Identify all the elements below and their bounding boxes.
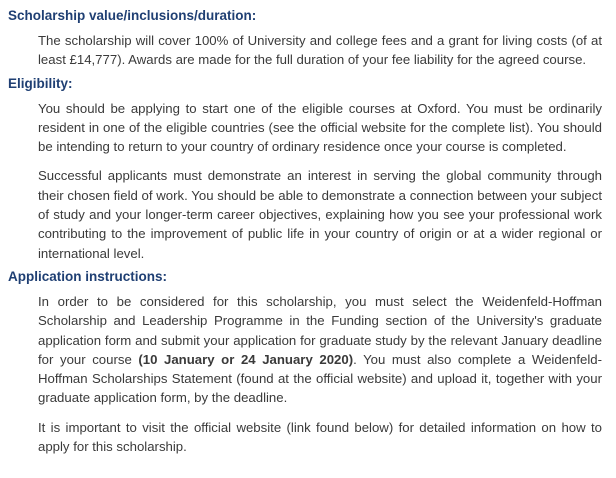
paragraph-scholarship-value: The scholarship will cover 100% of University and college fees and a grant for living costs (of at least £14,777). Awards are made for the full duration of your fee liability for the agreed course.: [38, 33, 602, 68]
heading-scholarship-value: Scholarship value/inclusions/duration:: [8, 8, 257, 23]
section-body-scholarship-value: [8, 31, 608, 70]
application-text-part-2: . You must also complete a Weidenfeld-Hoffman Scholarships Statement (found at the official website) and upload it, together with your graduate application form, by the deadline.: [38, 351, 603, 406]
paragraph-eligibility-2: Successful applicants must demonstrate an interest in serving the global community through their chosen field of work. You should be able to demonstrate a connection between your subject of study and your longer-term career objectives, explaining how you see your professional work contributing to the improvement of public life in your country of origin or at a wider regional or international level.: [38, 168, 602, 261]
paragraph-eligibility-1: You should be applying to start one of the eligible courses at Oxford. You must be ordinarily resident in one of the eligible countries (see the official website for the complete list). You should be intending to return to your country of ordinary residence once your course is completed.: [38, 100, 602, 155]
heading-application-instructions: Application instructions:: [8, 268, 168, 284]
paragraph-application-2: It is important to visit the official website (link found below) for detailed information on how to apply for this scholarship.: [38, 419, 602, 455]
application-deadline-dates: (10 January or 24 January 2020): [138, 351, 354, 367]
section-body-application-instructions: [8, 292, 608, 456]
application-text-part-1: In order to be considered for this scholarship, you must select the Weidenfeld-Hoffman Scholarship and Leadership Programme in the Funding section of the University's graduate application form and submit your application for graduate study by the relevant January deadline for your course: [38, 293, 602, 367]
paragraph-application-1: [38, 292, 602, 408]
section-body-eligibility: [8, 99, 608, 263]
heading-eligibility: Eligibility:: [8, 75, 73, 91]
